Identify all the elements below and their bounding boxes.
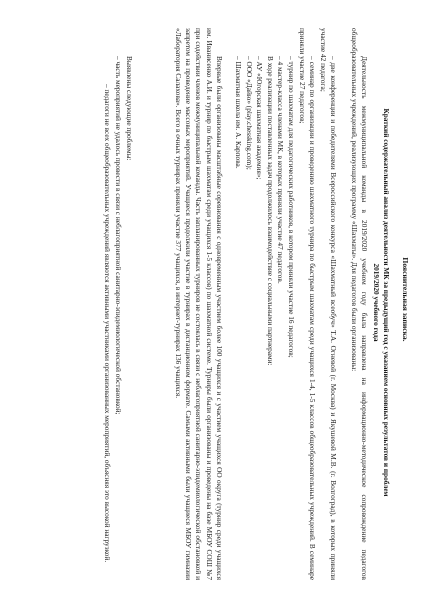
list-item-problem-sanitary: – часть мероприятий не удалось провести в связи с неблагоприятной санитарно-эпидемиологической обстановкой; (114, 56, 123, 415)
paragraph-conferences: – две конференции и победителями Всероссийского конкурса «Шахматный всеобуч» Т.А. Огневой (г. Москва) и Якушевой М.В. (г. Волгоград), в которых приняли участие 42 педагога; (318, 28, 338, 580)
list-item-partner-karpov: – Шахматная школа им. А. Карпова. (234, 56, 243, 169)
document-heading: Краткий содержательный анализ деятельности МК за предыдущий год с указанием основных результатов и проблем (382, 108, 391, 497)
list-item-tournament: – турнир по шахматам для педагогических работников, в котором приняли участие 16 педагогов; (287, 56, 296, 358)
list-item-problem-activity: – педагоги не всех общеобразовательных учреждений являются активными участниками организованных мероприятий, объясняя это высокой нагрузкой. (103, 84, 112, 563)
list-item-partner-academy: – АУ «Югорская шахматная академия»; (255, 56, 264, 180)
paragraph-tournaments: Впервые были организованы масштабные соревнования с одновременным участием более 100 учащихся и с участием учащихся ОО округа (турнир среди учащихся им. Иванисенко А.И. и турнир по быстрым шахматам среди учащихся 1-5 классов) по шахматной системе. Турниры были организованы и проведены на базе МБОУ СОШ №7 при содействии членов межмуниципальной команды. Часть запланированных турниров не состоялась в связи с неблагоприятной санитарно-эпидемиологической обстановкой и запретом на проведение массовых мероприятий. Учащиеся продолжили участие в турнирах в дистанционном формате. Самыми активными были учащиеся МБОУ гимназии «Лаборатория Салахова». Всего в очных турнирах приняли участие 377 учащихся, в интернет-турнирах 136 учащихся. (173, 28, 224, 580)
document-title: Пояснительная записка. (401, 257, 410, 342)
paragraph-problems-intro: Выявлены следующие проблемы: (125, 56, 134, 161)
list-item-partner-chessking: – ООО «Дайю» (play.chessking.com); (245, 56, 254, 170)
document-heading-year: 2019/2020 учебного года (372, 263, 381, 342)
list-item-masterclass: – 4 мастер-класса членами МК, в которых приняли участие 47 педагогов. (276, 56, 285, 284)
paragraph-seminar: – семинар по организации и проведению шахматного турнира по быстрым шахматам среди учащихся 1-4, 1-5 классов общеобразовательных учреждений. В семинаре приняли участие 27 педагогов; (297, 28, 317, 580)
paragraph-partners: В ходе реализации поставленных задач продолжилось взаимодействие с социальными партнерами: (266, 56, 275, 366)
paragraph-intro: Деятельность межмуниципальной команды в 2019/2020 учебном году была направлена на информационно-методическое сопровождение педагогов общеобразовательных учреждений, реализующих программу «Шахматы». Для педагогов были организованы: (349, 28, 369, 580)
